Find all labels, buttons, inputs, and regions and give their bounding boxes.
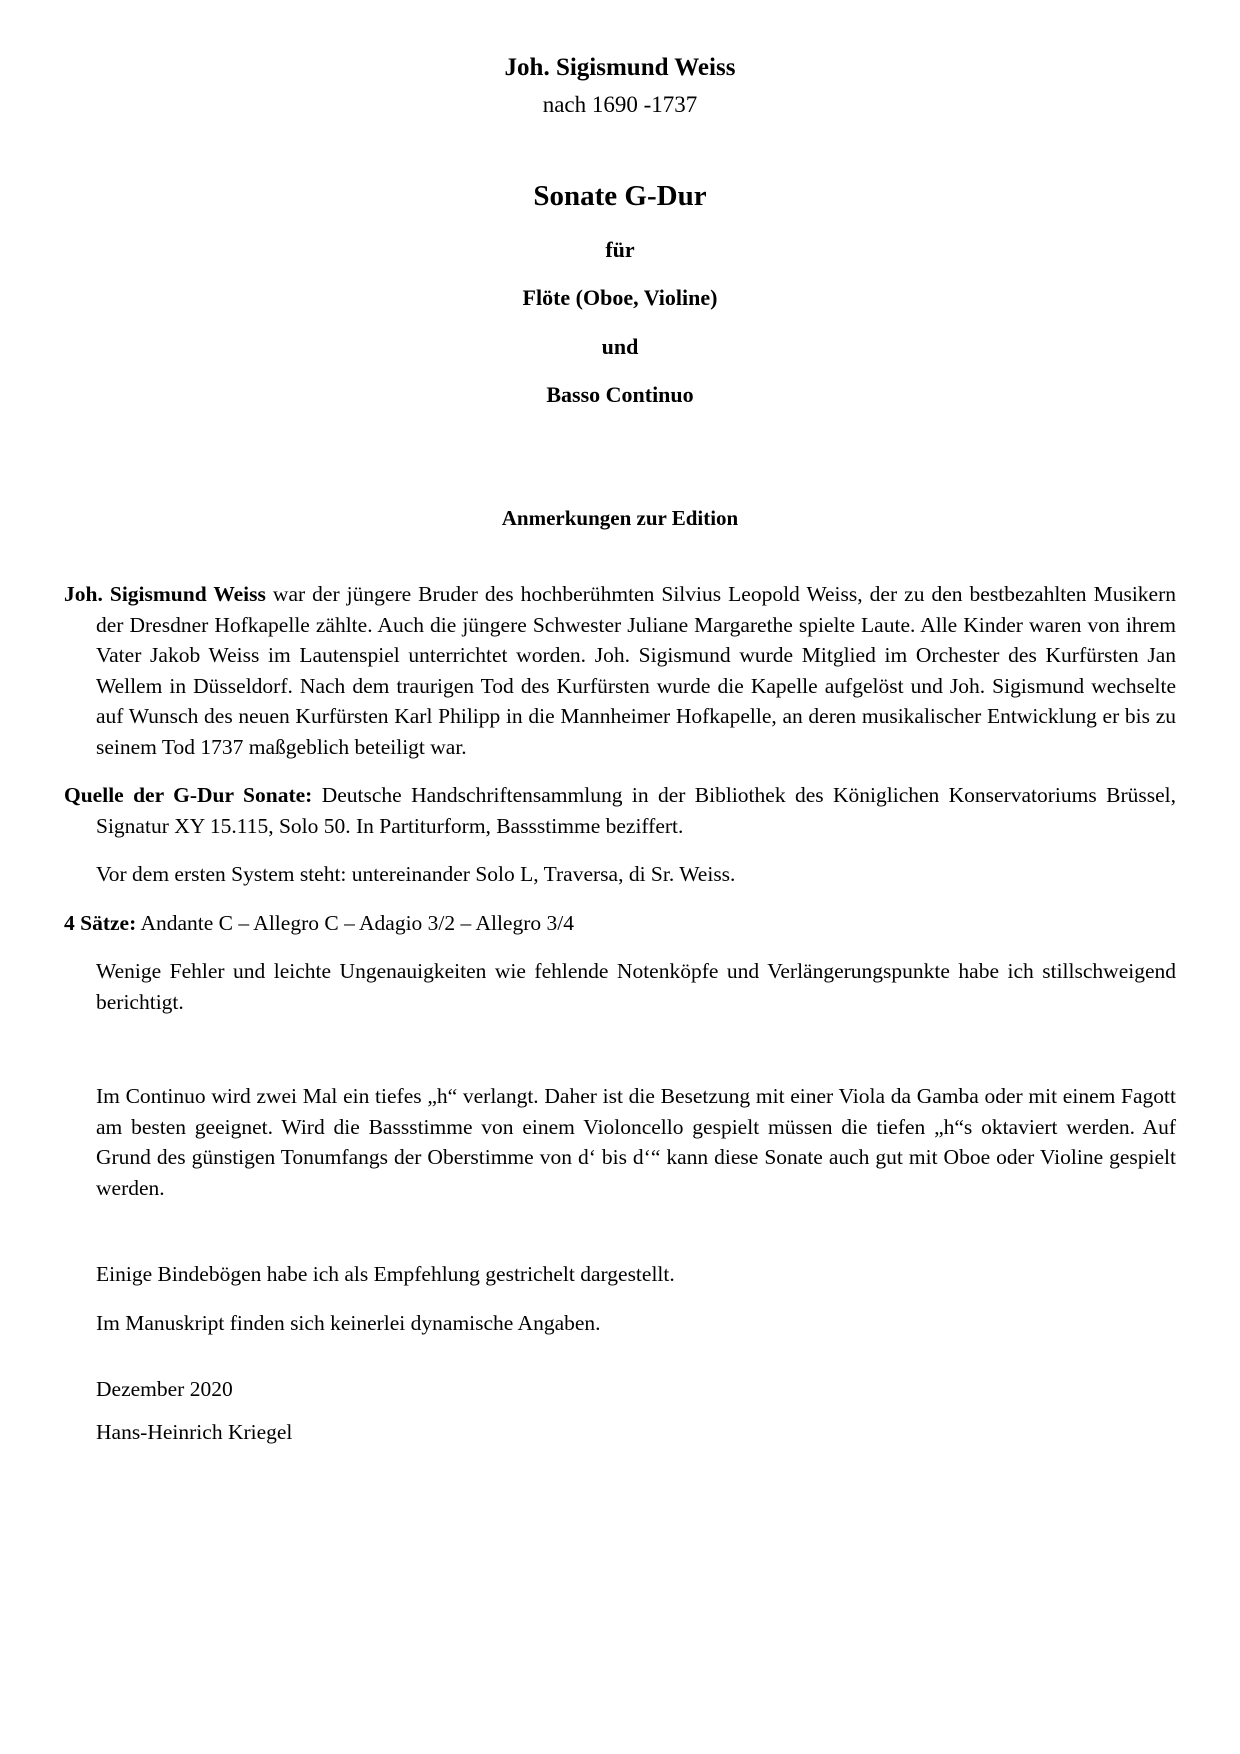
paragraph-source-lead: Quelle der G-Dur Sonate: <box>64 783 313 808</box>
signature-date: Dezember 2020 <box>96 1377 233 1402</box>
spacer <box>64 940 1176 956</box>
work-subtitle-instrument: Flöte (Oboe, Violine) <box>522 285 718 311</box>
paragraph-movements-text: Andante C – Allegro C – Adagio 3/2 – Allegro 3/4 <box>136 910 574 935</box>
spacer <box>64 1205 1176 1259</box>
composer-dates: nach 1690 -1737 <box>542 92 698 118</box>
paragraph-biography-lead: Joh. Sigismund Weiss <box>64 582 266 607</box>
spacer <box>64 1292 1176 1308</box>
paragraph-continuo-instrumentation: Im Continuo wird zwei Mal ein tiefes „h“ verlangt. Daher ist die Besetzung mit einer Viola da Gamba oder mit einem Fagott am besten geeignet. Wird die Bassstimme von einem Violoncello gespielt müssen die tiefen „h“s oktaviert werden. Auf Grund des günstigen Tonumfangs der Oberstimme von d‘ bis d‘“ kann diese Sonate auch gut mit Oboe oder Violine gespielt werden. <box>96 1084 1176 1200</box>
section-heading-edition-notes: Anmerkungen zur Edition <box>501 506 739 531</box>
title-block <box>64 52 1176 410</box>
composer-name: Joh. Sigismund Weiss <box>504 54 736 81</box>
paragraph-movements-lead: 4 Sätze: <box>64 910 137 935</box>
paragraph-biography <box>64 579 1176 762</box>
spacer <box>64 1340 1176 1374</box>
paragraph-source-text: Deutsche Handschriftensammlung in der Bibliothek des Königlichen Konservatoriums Brüssel, Signatur XY 15.115, Solo 50. In Partiturform, Bassstimme beziffert. <box>96 783 1177 838</box>
paragraph-movements <box>64 908 1176 939</box>
work-subtitle-continuo: Basso Continuo <box>546 382 694 408</box>
paragraph-biography-text: war der jüngere Bruder des hochberühmten Silvius Leopold Weiss, der zu den bestbezahlten Musikern der Dresdner Hofkapelle zählte. Auch die jüngere Schwester Juliane Margarethe spielte Laute. Alle Kinder waren von ihrem Vater Jakob Weiss im Lautenspiel unterrichtet worden. Joh. Sigismund wurde Mitglied im Orchester des Kurfürsten Jan Wellem in Düsseldorf. Nach dem traurigen Tod des Kurfürsten wurde die Kapelle aufgelöst und Joh. Sigismund wechselte auf Wunsch des neuen Kurfürsten Karl Philipp in die Mannheimer Hofkapelle, an deren musikalischer Entwicklung er bis zu seinem Tod 1737 maßgeblich beteiligt war. <box>96 582 1177 759</box>
spacer <box>64 892 1176 908</box>
work-title: Sonate G-Dur <box>533 180 707 212</box>
edition-notes-body <box>64 579 1176 1447</box>
spacer <box>64 764 1176 780</box>
paragraph-dynamics: Im Manuskript finden sich keinerlei dynamische Angaben. <box>96 1310 601 1335</box>
paragraph-source <box>64 780 1176 841</box>
signature-editor: Hans-Heinrich Kriegel <box>96 1419 293 1444</box>
spacer <box>64 843 1176 859</box>
work-subtitle-fuer: für <box>605 236 635 262</box>
paragraph-corrections: Wenige Fehler und leichte Ungenauigkeiten wie fehlende Notenköpfe und Verlängerungspunkte habe ich stillschweigend berichtigt. <box>96 959 1176 1014</box>
paragraph-slurs: Einige Bindebögen habe ich als Empfehlung gestrichelt dargestellt. <box>96 1262 675 1287</box>
paragraph-first-system-inscription: Vor dem ersten System steht: untereinander Solo L, Traversa, di Sr. Weiss. <box>96 862 736 887</box>
spacer <box>64 1019 1176 1081</box>
work-subtitle-und: und <box>601 333 639 359</box>
